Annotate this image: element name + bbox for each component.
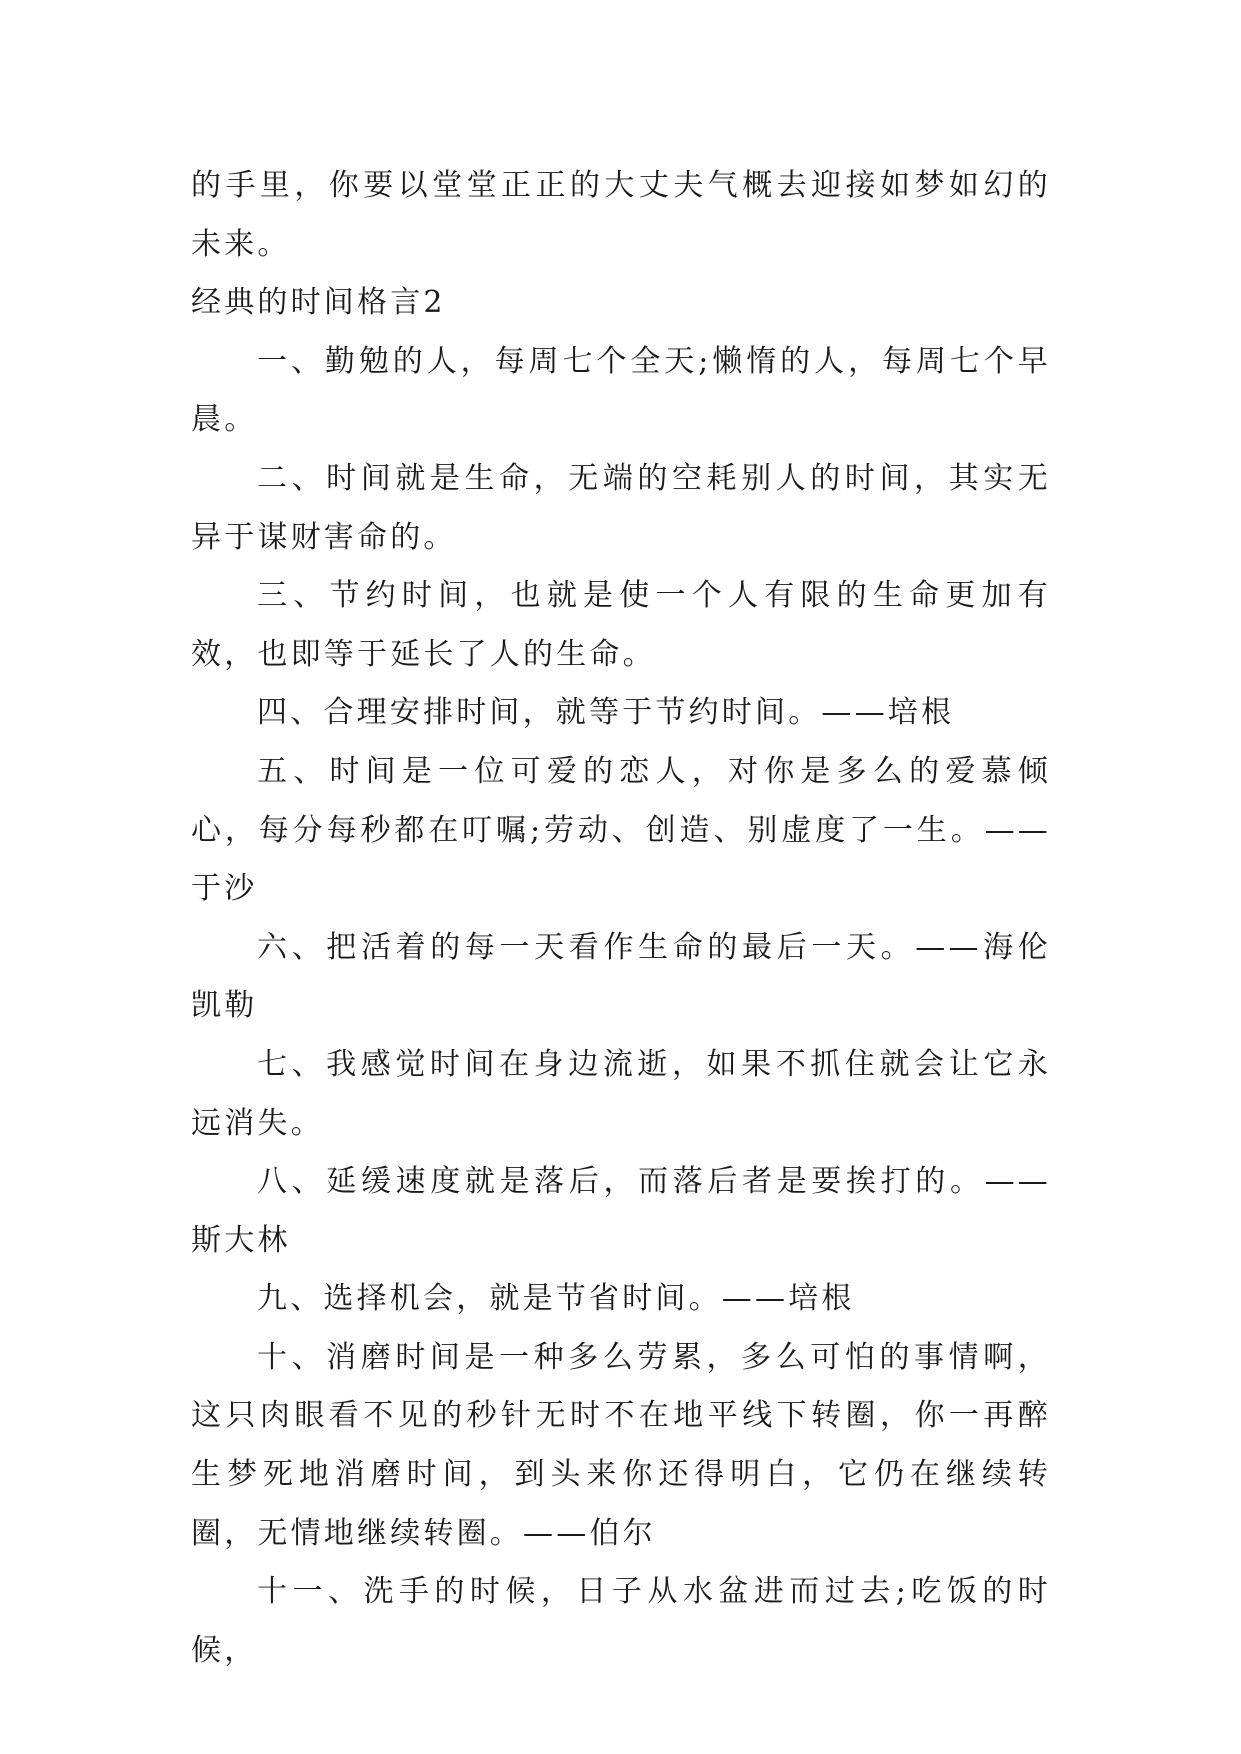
quote-paragraph: 五、时间是一位可爱的恋人，对你是多么的爱慕倾心，每分每秒都在叮嘱;劳动、创造、别虚度了一生。——于沙 bbox=[191, 753, 1051, 907]
quote-paragraph: 三、节约时间，也就是使一个人有限的生命更加有效，也即等于延长了人的生命。 bbox=[191, 578, 1051, 672]
quote-paragraph: 十、消磨时间是一种多么劳累，多么可怕的事情啊，这只肉眼看不见的秒针无时不在地平线下转圈，你一再醉生梦死地消磨时间，到头来你还得明白，它仍在继续转圈，无情地继续转圈。——伯尔 bbox=[191, 1339, 1051, 1551]
section-title: 经典的时间格言2 bbox=[191, 285, 446, 321]
quote-paragraph: 七、我感觉时间在身边流逝，如果不抓住就会让它永远消失。 bbox=[191, 1046, 1051, 1141]
quote-paragraph: 九、选择机会，就是节省时间。——培根 bbox=[257, 1281, 855, 1317]
quote-paragraph: 十一、洗手的时候，日子从水盆进而过去;吃饭的时候， bbox=[191, 1574, 1051, 1668]
continuation-paragraph: 的手里，你要以堂堂正正的大丈夫气概去迎接如梦如幻的未来。 bbox=[191, 168, 1051, 262]
document-body bbox=[191, 157, 1051, 1680]
quote-paragraph: 四、合理安排时间，就等于节约时间。——培根 bbox=[257, 695, 955, 731]
quote-paragraph: 二、时间就是生命，无端的空耗别人的时间，其实无异于谋财害命的。 bbox=[191, 460, 1051, 555]
quote-paragraph: 八、延缓速度就是落后，而落后者是要挨打的。——斯大林 bbox=[191, 1164, 1051, 1258]
quote-paragraph: 一、勤勉的人，每周七个全天;懒惰的人，每周七个早晨。 bbox=[191, 343, 1051, 438]
quote-paragraph: 六、把活着的每一天看作生命的最后一天。——海伦凯勒 bbox=[191, 929, 1051, 1024]
